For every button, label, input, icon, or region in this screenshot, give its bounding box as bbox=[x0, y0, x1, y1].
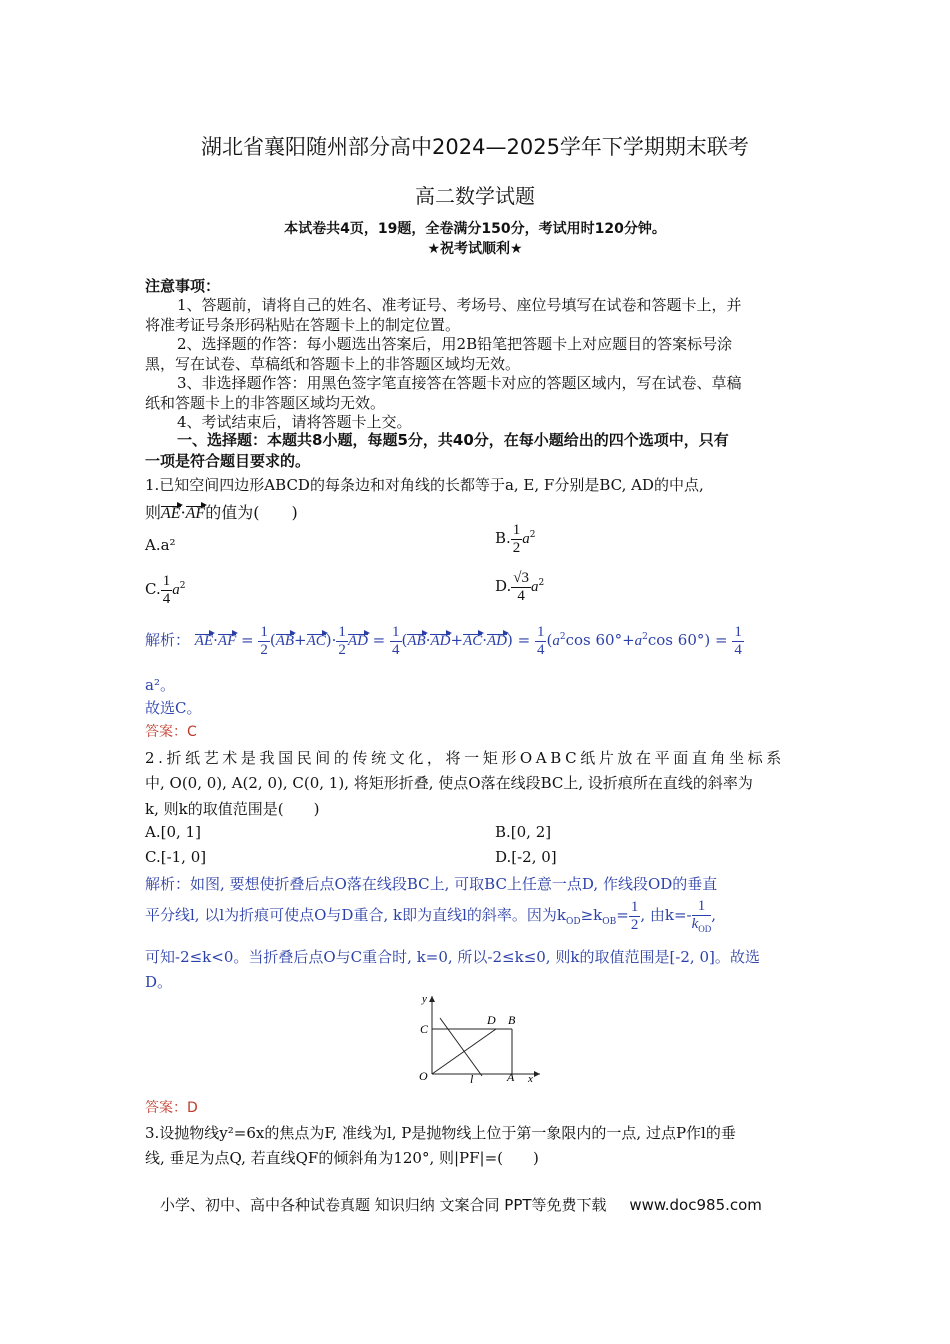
x-axis-arrow bbox=[534, 1071, 540, 1077]
q2-solution-a: 解析：如图, 要想使折叠后点O落在线段BC上, 可取BC上任意一点D, 作线段OD的垂直 bbox=[145, 875, 718, 893]
q1-option-b: B. $\frac{1}{2}$ $a^2$ bbox=[495, 522, 536, 556]
q2-solution-b: 平分线l, 以l为折痕可使点O与D重合, k即为直线l的斜率。因为$k_{OD}\ge k_{OB}=$ $\frac{1}{2}$ , 由k=- $\frac{1}{k_{OD}}$ , bbox=[145, 898, 717, 934]
label-y: y bbox=[422, 993, 427, 1005]
label-l: l bbox=[470, 1072, 474, 1086]
q1-option-d: D. $\frac{√3}{4}$ $a^2$ bbox=[495, 570, 545, 604]
q1-stem-b: 则AE·AF的值为( ) bbox=[145, 503, 298, 522]
note-1b: 将准考证号条形码粘贴在答题卡上的制定位置。 bbox=[145, 316, 461, 334]
q1-stem-a: 1.已知空间四边形ABCD的每条边和对角线的长都等于a, E, F分别是BC, AD的中点, bbox=[145, 476, 704, 494]
q2-option-d: D.[-2, 0] bbox=[495, 848, 557, 866]
label-d: D bbox=[487, 1013, 496, 1027]
section1-heading-a: 一、选择题：本题共8小题，每题5分，共40分，在每小题给出的四个选项中，只有 bbox=[177, 431, 729, 449]
section1-heading-b: 一项是符合题目要求的。 bbox=[145, 452, 311, 470]
q1-solution-tail: a²。 bbox=[145, 676, 175, 694]
q2-answer: 答案：D bbox=[145, 1100, 198, 1116]
q1-solution: 解析： AE·AF = $\frac{1}{2}$ (AB+AC)· $\frac{1}{2}$ AD = $\frac{1}{4}$ (AB·AD+AC·AD) = $\frac{1}{4}$ ($a^2\cos$ $60^\circ+a^2\cos$ 60°) = $\frac{1}{4}$ bbox=[145, 624, 742, 658]
q2-stem-b: 中, O(0, 0), A(2, 0), C(0, 1), 将矩形折叠, 使点O落在线段BC上, 设折痕所在直线的斜率为 bbox=[145, 774, 753, 792]
exam-info: 本试卷共4页，19题，全卷满分150分，考试用时120分钟。 bbox=[284, 221, 666, 237]
label-a: A bbox=[507, 1070, 515, 1084]
label-b: B bbox=[508, 1013, 516, 1027]
q2-stem-c: k, 则k的取值范围是( ) bbox=[145, 800, 320, 818]
note-4: 4、考试结束后，请将答题卡上交。 bbox=[177, 413, 412, 431]
q1-answer: 答案：C bbox=[145, 724, 197, 740]
footer-text: 小学、初中、高中各种试卷真题 知识归纳 文案合同 PPT等免费下载 www.doc985.com bbox=[160, 1196, 762, 1214]
q2-option-c: C.[-1, 0] bbox=[145, 848, 207, 866]
q3-stem-b: 线, 垂足为点Q, 若直线QF的倾斜角为120°, 则|PF|=( ) bbox=[145, 1149, 539, 1167]
note-3a: 3、非选择题作答：用黑色签字笔直接答在答题卡对应的答题区域内，写在试卷、草稿 bbox=[177, 374, 742, 392]
y-axis-arrow bbox=[429, 996, 435, 1002]
fold-figure bbox=[412, 990, 544, 1086]
exam-wish: ★祝考试顺利★ bbox=[427, 241, 523, 257]
label-o: O bbox=[419, 1069, 428, 1083]
q2-option-a: A.[0, 1] bbox=[145, 823, 201, 841]
note-3b: 纸和答题卡上的非答题区域均无效。 bbox=[145, 394, 386, 412]
q2-stem-a: 2.折纸艺术是我国民间的传统文化，将一矩形OABC纸片放在平面直角坐标系 bbox=[145, 749, 785, 767]
q1-option-a: A.a² bbox=[145, 536, 176, 554]
q3-stem-a: 3.设抛物线y²=6x的焦点为F, 准线为l, P是抛物线上位于第一象限内的一点, 过点P作l的垂 bbox=[145, 1124, 736, 1142]
exam-title: 湖北省襄阳随州部分高中2024—2025学年下学期期末联考 bbox=[201, 135, 749, 159]
q2-solution-c: 可知-2≤k<0。当折叠后点O与C重合时, k=0, 所以-2≤k≤0, 则k的取值范围是[-2, 0]。故选 bbox=[145, 948, 760, 966]
crease-line-l bbox=[440, 1018, 482, 1076]
note-2b: 黑，写在试卷、草稿纸和答题卡上的非答题区域均无效。 bbox=[145, 355, 521, 373]
q1-option-c: C. $\frac{1}{4}$ $a^2$ bbox=[145, 573, 186, 607]
label-x: x bbox=[528, 1073, 533, 1085]
note-1a: 1、答题前，请将自己的姓名、准考证号、考场号、座位号填写在试卷和答题卡上，并 bbox=[177, 296, 742, 314]
q2-option-b: B.[0, 2] bbox=[495, 823, 552, 841]
q1-solution-choice: 故选C。 bbox=[145, 699, 202, 717]
footer-site: www.doc985.com bbox=[629, 1196, 762, 1214]
q2-solution-d: D。 bbox=[145, 973, 173, 991]
label-c: C bbox=[420, 1022, 429, 1036]
exam-subtitle: 高二数学试题 bbox=[415, 184, 535, 208]
note-2a: 2、选择题的作答：每小题选出答案后，用2B铅笔把答题卡上对应题目的答案标号涂 bbox=[177, 335, 733, 353]
notes-heading: 注意事项： bbox=[145, 277, 221, 295]
